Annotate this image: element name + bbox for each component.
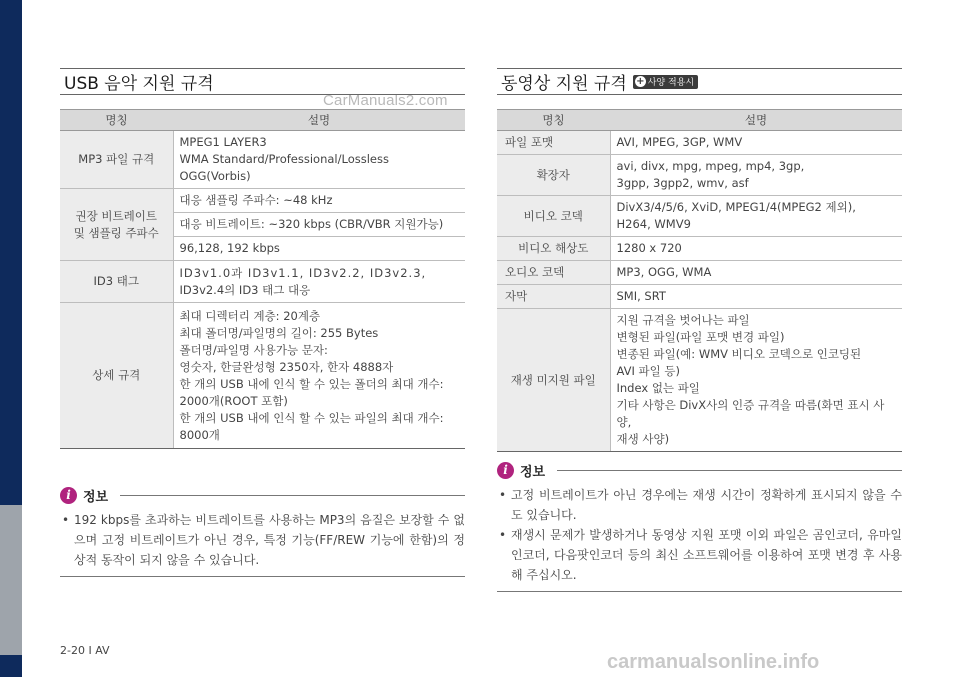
row-desc: MPEG1 LAYER3 WMA Standard/Professional/Lossless OGG(Vorbis)	[173, 131, 465, 189]
note-title: 정보	[83, 489, 109, 505]
row-name: ID3 태그	[60, 261, 173, 303]
row-name: 파일 포맷	[497, 131, 610, 155]
video-table	[497, 109, 902, 452]
info-icon: i	[497, 462, 514, 479]
video-title: 동영상 지원 규격 + 사양 적용시	[497, 68, 902, 95]
watermark: CarManuals2.com	[323, 92, 448, 109]
info-icon: i	[60, 487, 77, 504]
table-row	[497, 309, 902, 452]
divider	[557, 470, 902, 471]
header-name: 명칭	[60, 110, 173, 131]
table-row	[60, 131, 465, 189]
row-name: 권장 비트레이트 및 샘플링 주파수	[60, 189, 173, 261]
row-desc: 96,128, 192 kbps	[173, 237, 465, 261]
divider	[60, 576, 465, 577]
divider	[120, 495, 465, 496]
table-row	[497, 261, 902, 285]
row-name: 상세 규격	[60, 303, 173, 449]
row-name: 재생 미지원 파일	[497, 309, 610, 452]
row-desc: ID3v1.0과 ID3v1.1, ID3v2.2, ID3v2.3, ID3v2.4의 ID3 태그 대응	[173, 261, 465, 303]
row-desc: 지원 규격을 벗어나는 파일 변형된 파일(파일 포맷 변경 파일) 변종된 파일(예: WMV 비디오 코덱으로 인코딩된 AVI 파일 등) Index 없는 파일 기타 사항은 DivX사의 인증 규격을 따름(화면 표시 사양, 재생 사양)	[610, 309, 902, 452]
row-name: 비디오 해상도	[497, 237, 610, 261]
page-number: 2-20 I AV	[60, 644, 110, 657]
row-desc: 1280 x 720	[610, 237, 902, 261]
header-name: 명칭	[497, 110, 610, 131]
row-desc: MP3, OGG, WMA	[610, 261, 902, 285]
row-name: 자막	[497, 285, 610, 309]
usb-music-title: USB 음악 지원 규격	[60, 68, 465, 95]
option-badge: + 사양 적용시	[633, 75, 698, 89]
row-name: 비디오 코덱	[497, 196, 610, 237]
table-row	[497, 237, 902, 261]
usb-music-table	[60, 109, 465, 449]
table-row	[497, 196, 902, 237]
table-row	[60, 303, 465, 449]
plus-icon: +	[636, 75, 645, 87]
right-info-note	[497, 460, 902, 592]
row-desc: DivX3/4/5/6, XviD, MPEG1/4(MPEG2 제외), H264, WMV9	[610, 196, 902, 237]
table-row	[497, 155, 902, 196]
divider	[497, 591, 902, 592]
site-watermark: carmanualsonline.info	[607, 651, 820, 673]
table-header-row	[60, 110, 465, 131]
chapter-tab	[0, 505, 22, 655]
list-item: • 재생시 문제가 발생하거나 동영상 지원 포맷 이외 파일은 곰인코더, 유마일 인코더, 다음팟인코더 등의 최신 소프트웨어를 이용하여 포맷 변경 후 사용해 주십시오.	[497, 525, 902, 585]
table-row	[60, 189, 465, 213]
row-desc: 대응 샘플링 주파수: ~48 kHz	[173, 189, 465, 213]
list-item: • 192 kbps를 초과하는 비트레이트를 사용하는 MP3의 음질은 보장할 수 없으며 고정 비트레이트가 아닌 경우, 특정 기능(FF/REW 기능에 한함)의 정상적 동작이 되지 않을 수 있습니다.	[60, 510, 465, 570]
header-desc: 설명	[610, 110, 902, 131]
row-desc: SMI, SRT	[610, 285, 902, 309]
video-section	[497, 68, 902, 452]
row-desc: AVI, MPEG, 3GP, WMV	[610, 131, 902, 155]
row-name: 확장자	[497, 155, 610, 196]
note-title: 정보	[520, 464, 546, 480]
list-item: • 고정 비트레이트가 아닌 경우에는 재생 시간이 정확하게 표시되지 않을 수 도 있습니다.	[497, 485, 902, 525]
row-name: 오디오 코덱	[497, 261, 610, 285]
row-name: MP3 파일 규격	[60, 131, 173, 189]
table-row	[497, 131, 902, 155]
left-info-note	[60, 485, 465, 577]
row-desc: avi, divx, mpg, mpeg, mp4, 3gp, 3gpp, 3gpp2, wmv, asf	[610, 155, 902, 196]
header-desc: 설명	[173, 110, 465, 131]
row-desc: 대응 비트레이트: ~320 kbps (CBR/VBR 지원가능)	[173, 213, 465, 237]
table-row	[497, 285, 902, 309]
table-row	[60, 261, 465, 303]
row-desc: 최대 디렉터리 계층: 20계층 최대 폴더명/파일명의 길이: 255 Bytes 폴더명/파일명 사용가능 문자: 영숫자, 한글완성형 2350자, 한자 4888자 한 개의 USB 내에 인식 할 수 있는 폴더의 최대 개수: 2000개(ROOT 포함) 한 개의 USB 내에 인식 할 수 있는 파일의 최대 개수: 8000개	[173, 303, 465, 449]
table-header-row	[497, 110, 902, 131]
usb-music-section	[60, 68, 465, 449]
